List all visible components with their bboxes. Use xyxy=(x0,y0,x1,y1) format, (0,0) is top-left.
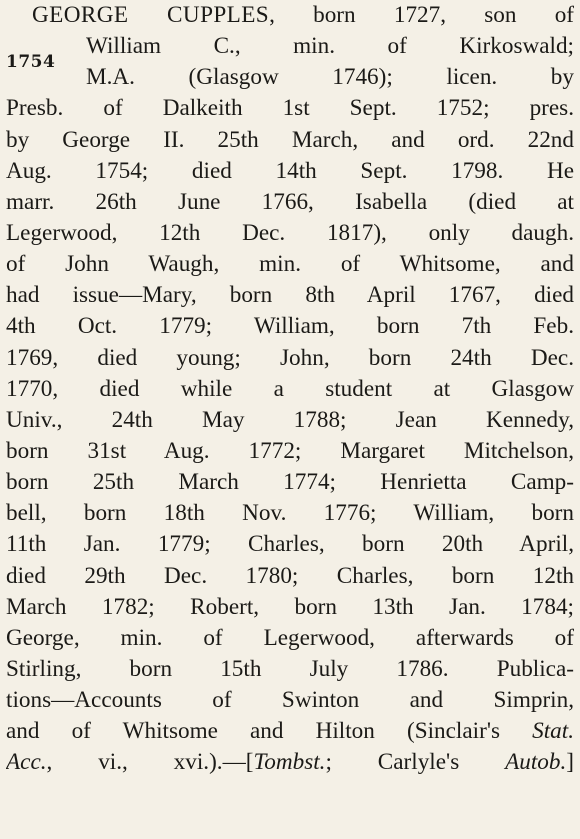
text-line xyxy=(6,467,574,498)
text-line xyxy=(6,218,574,249)
text-line xyxy=(6,685,574,716)
text-segment: 11th Jan. 1779; Charles, born 20th April, xyxy=(6,531,574,558)
text-line xyxy=(6,592,574,623)
text-segment: Presb. of Dalkeith 1st Sept. 1752; pres. xyxy=(6,95,574,122)
text-segment: born 25th March 1774; Henrietta Camp- xyxy=(6,469,574,496)
text-line xyxy=(6,280,574,311)
text-line xyxy=(6,747,574,778)
text-segment: and of Whitsome and Hilton (Sinclair's xyxy=(6,718,533,745)
italic-reference: Autob. xyxy=(505,749,567,776)
text-segment: William C., min. of Kirkoswald; xyxy=(86,33,574,60)
text-line xyxy=(6,0,574,31)
text-segment: Legerwood, 12th Dec. 1817), only daugh. xyxy=(6,219,574,246)
text-segment: 4th Oct. 1779; William, born 7th Feb. xyxy=(6,313,574,340)
italic-reference: Tombst. xyxy=(253,749,326,776)
text-line xyxy=(6,436,574,467)
text-segment: by George II. 25th March, and ord. 22nd xyxy=(6,126,574,153)
text-line xyxy=(6,343,574,374)
text-segment: died 29th Dec. 1780; Charles, born 12th xyxy=(6,562,574,589)
margin-year-label: 1754 xyxy=(6,52,56,72)
text-line xyxy=(6,125,574,156)
text-line xyxy=(6,249,574,280)
text-segment: ] xyxy=(566,749,574,776)
text-line xyxy=(6,31,574,62)
text-segment: of John Waugh, min. of Whitsome, and xyxy=(6,251,574,278)
text-line xyxy=(6,156,574,187)
text-line xyxy=(6,62,574,93)
text-line xyxy=(6,716,574,747)
text-line xyxy=(6,187,574,218)
text-segment: ; Carlyle's xyxy=(325,749,506,776)
text-segment: 1769, died young; John, born 24th Dec. xyxy=(6,344,574,371)
text-segment: George, min. of Legerwood, afterwards of xyxy=(6,624,574,651)
text-segment: tions—Accounts of Swinton and Simprin, xyxy=(6,687,574,714)
text-line xyxy=(6,498,574,529)
entry-name: GEORGE CUPPLES xyxy=(32,2,270,28)
text-line xyxy=(6,405,574,436)
text-line xyxy=(6,654,574,685)
text-segment: M.A. (Glasgow 1746); licen. by xyxy=(86,64,574,91)
text-line xyxy=(6,561,574,592)
text-line xyxy=(6,374,574,405)
text-line xyxy=(6,93,574,124)
text-segment: Aug. 1754; died 14th Sept. 1798. He xyxy=(6,157,574,184)
text-segment: 1770, died while a student at Glasgow xyxy=(6,375,574,402)
text-line xyxy=(6,311,574,342)
text-segment: March 1782; Robert, born 13th Jan. 1784; xyxy=(6,593,574,620)
text-line xyxy=(6,529,574,560)
text-segment: , vi., xvi.).—[ xyxy=(46,749,254,776)
text-segment: marr. 26th June 1766, Isabella (died at xyxy=(6,188,574,215)
text-segment: bell, born 18th Nov. 1776; William, born xyxy=(6,500,574,527)
text-segment: born 31st Aug. 1772; Margaret Mitchelson, xyxy=(6,437,574,464)
text-line xyxy=(6,623,574,654)
italic-reference: Stat. xyxy=(532,718,574,745)
text-segment: , born 1727, son of xyxy=(269,2,574,28)
text-segment: Univ., 24th May 1788; Jean Kennedy, xyxy=(6,406,574,433)
italic-reference: Acc. xyxy=(6,749,47,776)
biographical-entry xyxy=(6,0,574,779)
text-segment: Stirling, born 15th July 1786. Publica- xyxy=(6,655,574,682)
text-segment: had issue—Mary, born 8th April 1767, died xyxy=(6,282,574,309)
